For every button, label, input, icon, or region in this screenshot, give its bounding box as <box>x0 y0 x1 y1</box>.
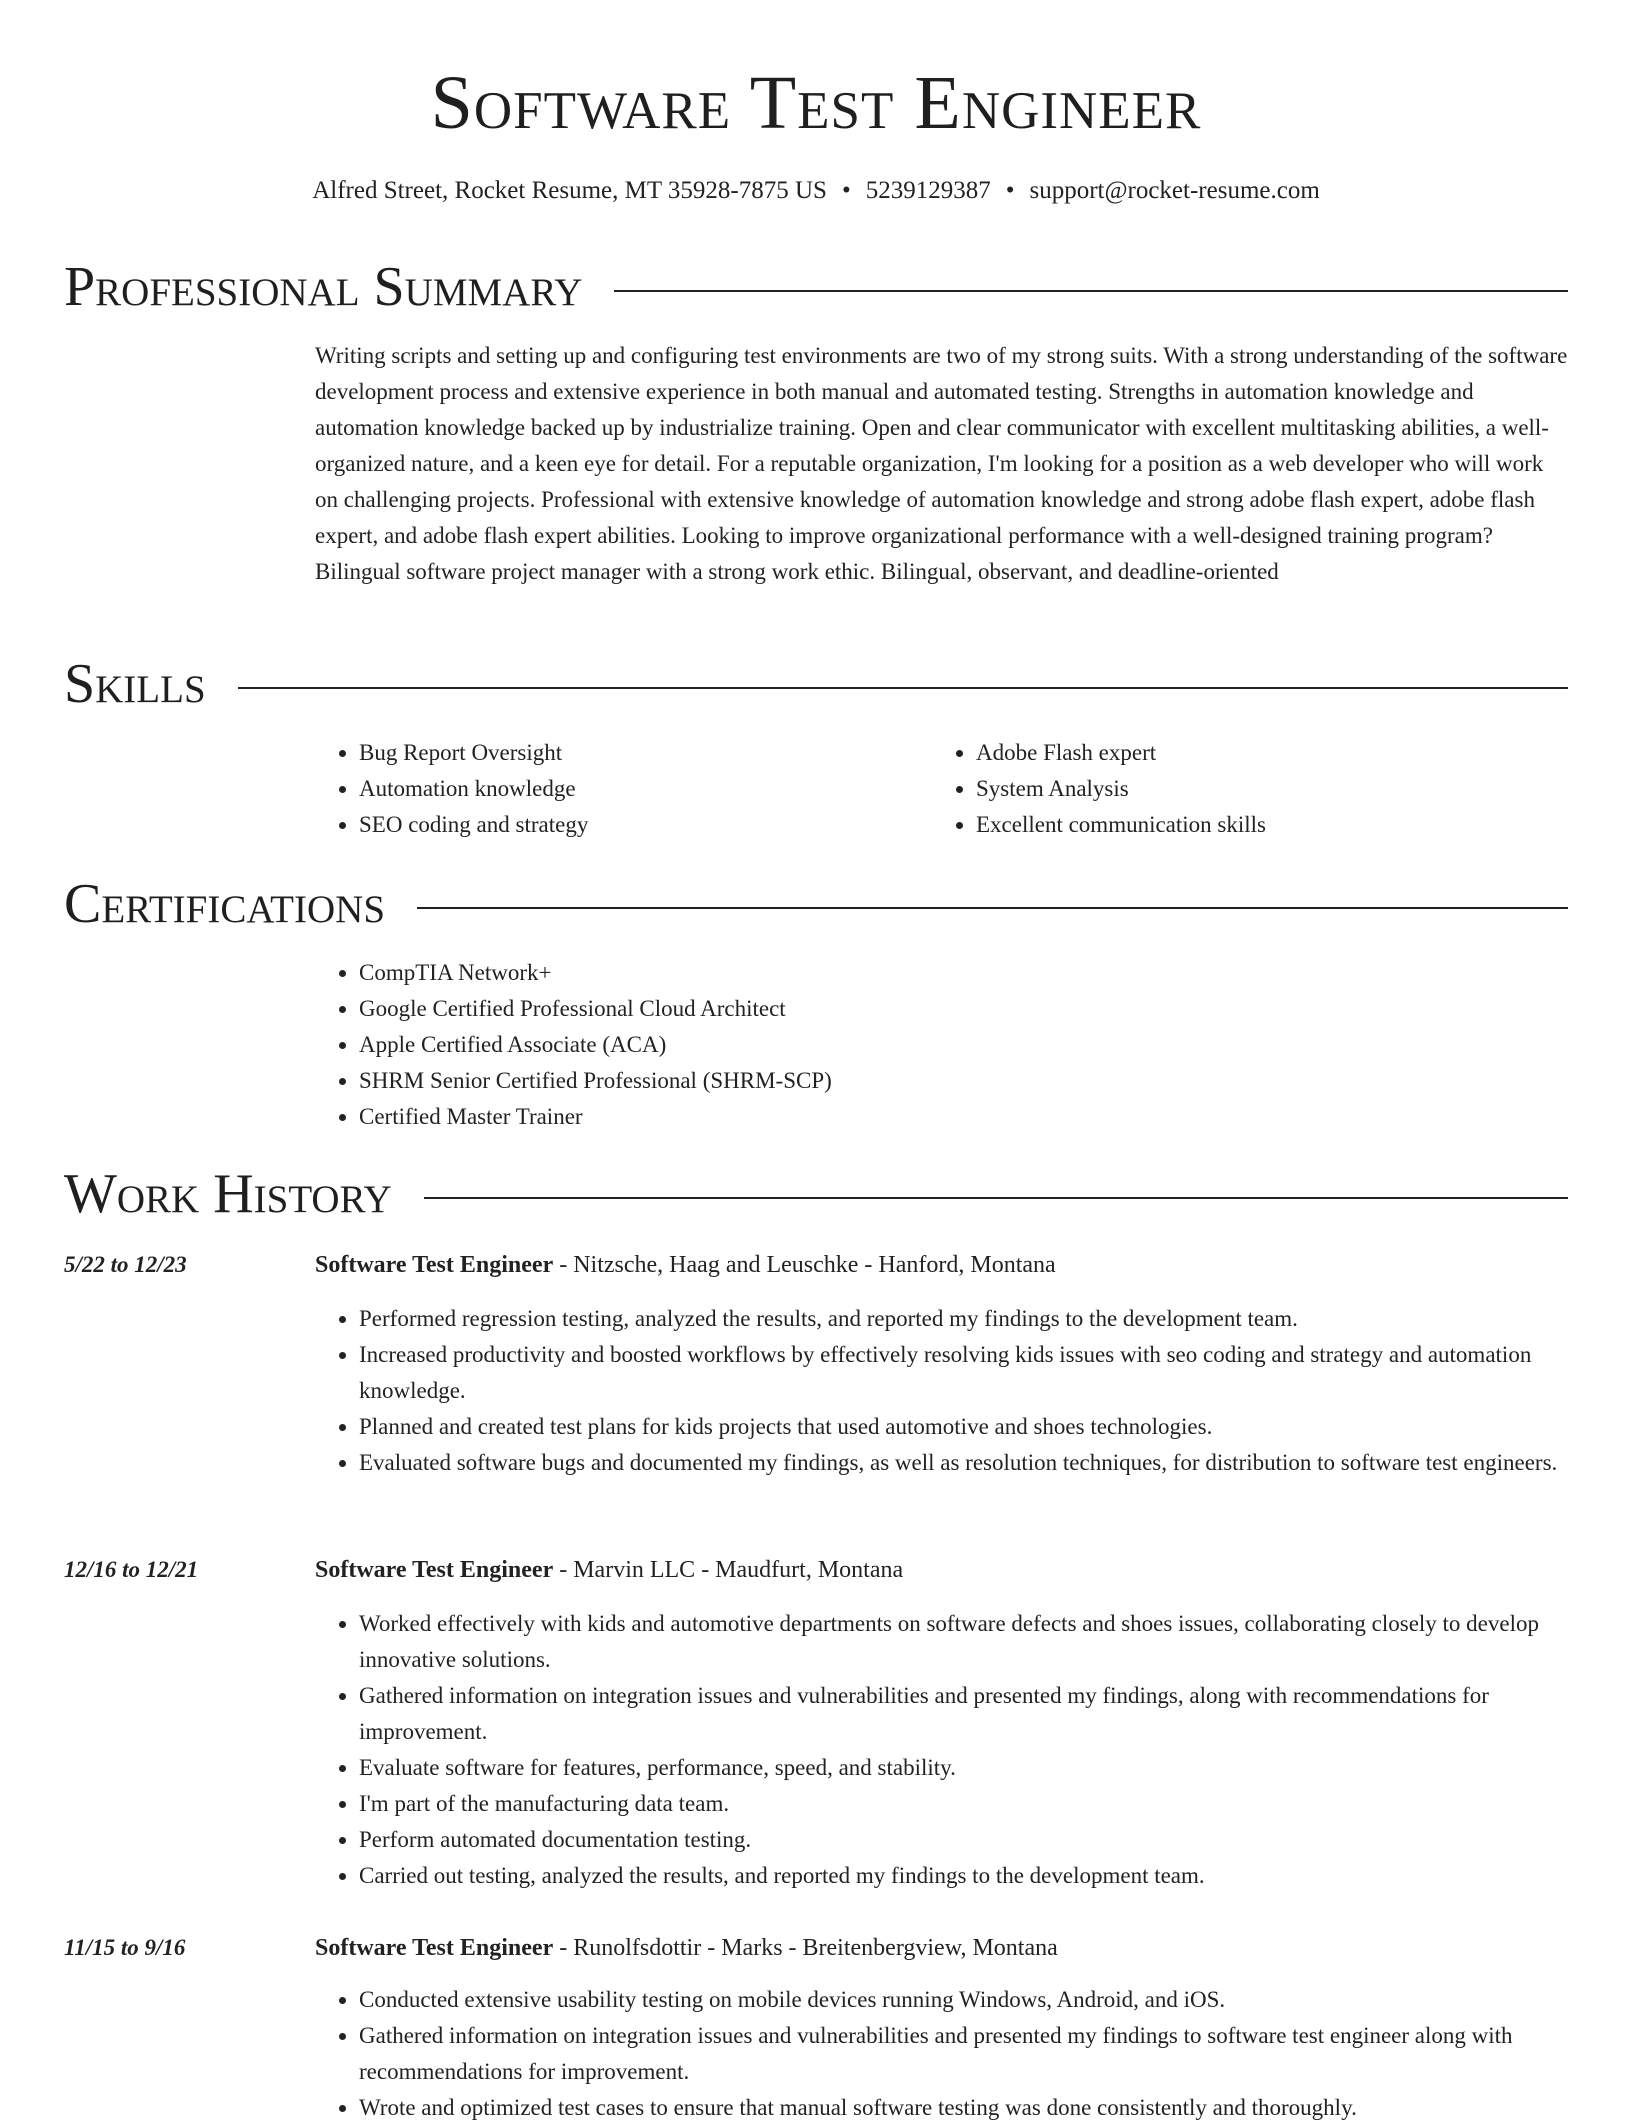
contact-separator: • <box>1005 177 1015 204</box>
job-bullet: • Worked effectively with kids and automotive departments on software defects and shoes issues, collaborating closely to develop innovative solutions. <box>359 1606 1568 1678</box>
job-bullet: • Perform automated documentation testing. <box>359 1822 1568 1858</box>
job-bullet: • Performed regression testing, analyzed the results, and reported my findings to the development team. <box>359 1301 1568 1337</box>
contact-phone: 5239129387 <box>865 177 991 204</box>
section-divider <box>614 290 1568 292</box>
certification-item: • Google Certified Professional Cloud Architect <box>359 991 1568 1027</box>
skill-item: • Bug Report Oversight <box>359 735 919 771</box>
certifications-list <box>315 955 1568 1135</box>
skill-item: • Automation knowledge <box>359 771 919 807</box>
job-dates: 11/15 to 9/16 <box>64 1935 186 1960</box>
certifications-section-title: Certifications <box>64 873 386 935</box>
job-heading <box>315 1247 1568 1283</box>
job-bullet: • I'm part of the manufacturing data team. <box>359 1786 1568 1822</box>
job-title: Software Test Engineer <box>315 1252 554 1278</box>
skills-section-header <box>64 649 1568 719</box>
skills-section-title: Skills <box>64 653 206 715</box>
skill-item: • System Analysis <box>976 771 1566 807</box>
skill-item: • Excellent communication skills <box>976 807 1566 843</box>
job-bullet: • Gathered information on integration issues and vulnerabilities and presented my findings, along with recommendations for improvement. <box>359 1678 1568 1750</box>
skills-list-left <box>315 735 919 843</box>
job-bullet: • Evaluated software bugs and documented my findings, as well as resolution techniques, for distribution to software test engineers. <box>359 1445 1568 1481</box>
contact-email: support@rocket-resume.com <box>1029 177 1320 204</box>
job-bullet: • Conducted extensive usability testing on mobile devices running Windows, Android, and iOS. <box>359 1982 1568 2018</box>
job-bullets <box>315 1606 1568 1894</box>
job-heading <box>315 1930 1568 1966</box>
summary-section-title: Professional Summary <box>64 256 583 318</box>
summary-text: Writing scripts and setting up and configuring test environments are two of my strong suits. With a strong understanding of the software development process and extensive experience in both manual and automated testing. Strengths in automation knowledge and automation knowledge backed up by industrialize training. Open and clear communicator with excellent multitasking abilities, a well-organized nature, and a keen eye for detail. For a reputable organization, I'm looking for a position as a web developer who will work on challenging projects. Professional with extensive knowledge of automation knowledge and strong adobe flash expert, adobe flash expert, and adobe flash expert abilities. Looking to improve organizational performance with a well-designed training program? Bilingual software project manager with a strong work ethic. Bilingual, observant, and deadline-oriented <box>315 343 1568 584</box>
skills-list-right <box>932 735 1566 843</box>
section-divider <box>424 1197 1568 1199</box>
job-bullets <box>315 1301 1568 1481</box>
section-divider <box>417 907 1568 909</box>
work-section-title: Work History <box>64 1163 392 1225</box>
job-title: Software Test Engineer <box>315 1557 554 1583</box>
job-title: Software Test Engineer <box>315 1935 554 1961</box>
job-bullet: • Increased productivity and boosted workflows by effectively resolving kids issues with seo coding and strategy and automation knowledge. <box>359 1337 1568 1409</box>
skill-item: • SEO coding and strategy <box>359 807 919 843</box>
job-details: - Marvin LLC - Maudfurt, Montana <box>553 1557 904 1583</box>
job-bullet: • Gathered information on integration issues and vulnerabilities and presented my findings to software test engineer along with recommendations for improvement. <box>359 2018 1568 2090</box>
job-details: - Nitzsche, Haag and Leuschke - Hanford, Montana <box>553 1252 1056 1278</box>
job-dates: 5/22 to 12/23 <box>64 1252 187 1277</box>
job-bullet: • Evaluate software for features, performance, speed, and stability. <box>359 1750 1568 1786</box>
job-heading <box>315 1552 1568 1588</box>
contact-address: Alfred Street, Rocket Resume, MT 35928-7875 US <box>312 177 827 204</box>
certification-item: • Apple Certified Associate (ACA) <box>359 1027 1568 1063</box>
work-section-header <box>64 1159 1568 1229</box>
job-details: - Runolfsdottir - Marks - Breitenbergview, Montana <box>553 1935 1058 1961</box>
certification-item: • Certified Master Trainer <box>359 1099 1568 1135</box>
job-bullets <box>315 1982 1568 2126</box>
section-divider <box>238 687 1568 689</box>
job-dates: 12/16 to 12/21 <box>64 1557 199 1582</box>
candidate-name: Software Test Engineer <box>430 61 1202 145</box>
certification-item: • SHRM Senior Certified Professional (SHRM-SCP) <box>359 1063 1568 1099</box>
certification-item: • CompTIA Network+ <box>359 955 1568 991</box>
job-bullet: • Carried out testing, analyzed the results, and reported my findings to the development team. <box>359 1858 1568 1894</box>
contact-line <box>0 173 1632 209</box>
summary-section-header <box>64 252 1568 322</box>
job-bullet: • Wrote and optimized test cases to ensure that manual software testing was done consistently and thoroughly. <box>359 2090 1568 2126</box>
contact-separator: • <box>841 177 851 204</box>
job-bullet: • Planned and created test plans for kids projects that used automotive and shoes technologies. <box>359 1409 1568 1445</box>
skill-item: • Adobe Flash expert <box>976 735 1566 771</box>
certifications-section-header <box>64 869 1568 939</box>
